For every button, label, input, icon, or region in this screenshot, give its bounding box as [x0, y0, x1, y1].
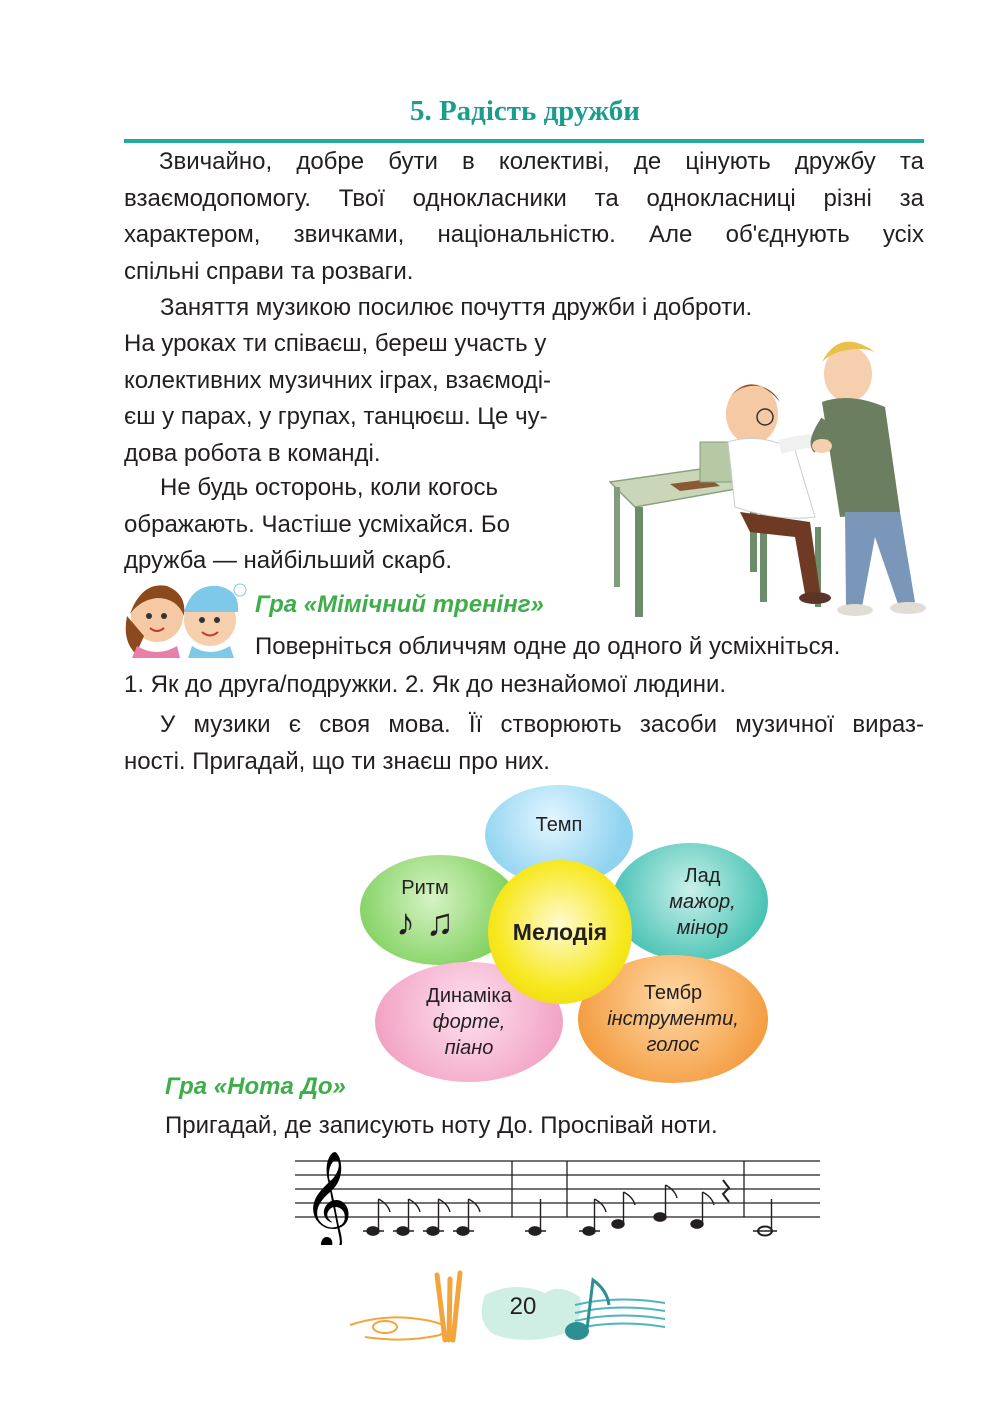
music-line: єш у парах, у групах, танцюєш. Це чу-	[124, 403, 548, 430]
friend-line: ображають. Частіше усміхайся. Бо	[124, 510, 510, 538]
mode-sub1: мажор,	[669, 891, 736, 913]
page-number: 20	[509, 1293, 537, 1320]
tempo-label: Темп	[535, 814, 583, 836]
friend-paragraph	[124, 470, 594, 580]
dynamics-sub2: піано	[444, 1037, 494, 1059]
music-staff	[295, 1150, 825, 1245]
music-paragraph-first-line: Заняття музикою посилює почуття дружби і доброти.	[160, 294, 753, 321]
game2-title: Гра «Нота До»	[165, 1073, 346, 1100]
intro-line: спільні справи та розваги.	[124, 257, 414, 285]
music-line: колективних музичних іграх, взаємоді-	[124, 366, 552, 394]
friend-line: дружба — найбільший скарб.	[124, 547, 453, 574]
intro-line: характером, звичками, національністю. Але об'єднують усіх	[124, 221, 924, 248]
language-paragraph	[124, 707, 924, 780]
timbre-sub2: голос	[646, 1034, 700, 1056]
dynamics-sub1: форте,	[432, 1011, 506, 1033]
friend-line: Не будь осторонь, коли когось	[160, 474, 499, 501]
music-line: дова робота в команді.	[124, 439, 381, 467]
timbre-title: Тембр	[643, 982, 703, 1004]
title-rule	[124, 139, 924, 143]
kids-icon	[122, 576, 250, 658]
mode-petal	[612, 843, 768, 961]
language-line: У музики є своя мова. Її створюють засоби музичної вираз-	[160, 711, 924, 738]
music-paragraph	[124, 326, 624, 472]
timbre-sub1: інструменти,	[607, 1008, 739, 1030]
game1-line2: 1. Як до друга/подружки. 2. Як до незнайомої людини.	[124, 671, 727, 698]
flower-diagram	[360, 785, 770, 1090]
treble-clef-icon: 𝄞	[303, 1152, 353, 1245]
mode-sub2: мінор	[676, 917, 729, 939]
music-line: На уроках ти співаєш, береш участь у	[124, 330, 547, 357]
dynamics-title: Динаміка	[426, 985, 512, 1007]
game2-instruction: Пригадай, де записують ноту До. Проспівай ноти.	[165, 1112, 718, 1139]
rhythm-notes: ♪ ♫	[395, 902, 455, 944]
melody-center	[488, 860, 632, 1004]
notes	[363, 1180, 777, 1236]
intro-line: Звичайно, добре бути в колективі, де цінують дружбу та	[159, 148, 924, 175]
game1-line1: Поверніться обличчям одне до одного й усміхніться.	[255, 633, 841, 660]
boys-handshake-illustration	[600, 322, 930, 622]
game1-title: Гра «Мімічний тренінг»	[255, 591, 544, 618]
mode-title: Лад	[684, 865, 721, 887]
page-title: 5. Радість дружби	[409, 95, 641, 127]
melody-label: Мелодія	[512, 919, 608, 945]
language-line: ності. Пригадай, що ти знаєш про них.	[124, 747, 550, 775]
intro-line: взаємодопомогу. Твої однокласники та однокласниці різні за	[124, 184, 924, 212]
intro-paragraph	[124, 144, 924, 290]
rhythm-label: Ритм	[401, 877, 449, 899]
